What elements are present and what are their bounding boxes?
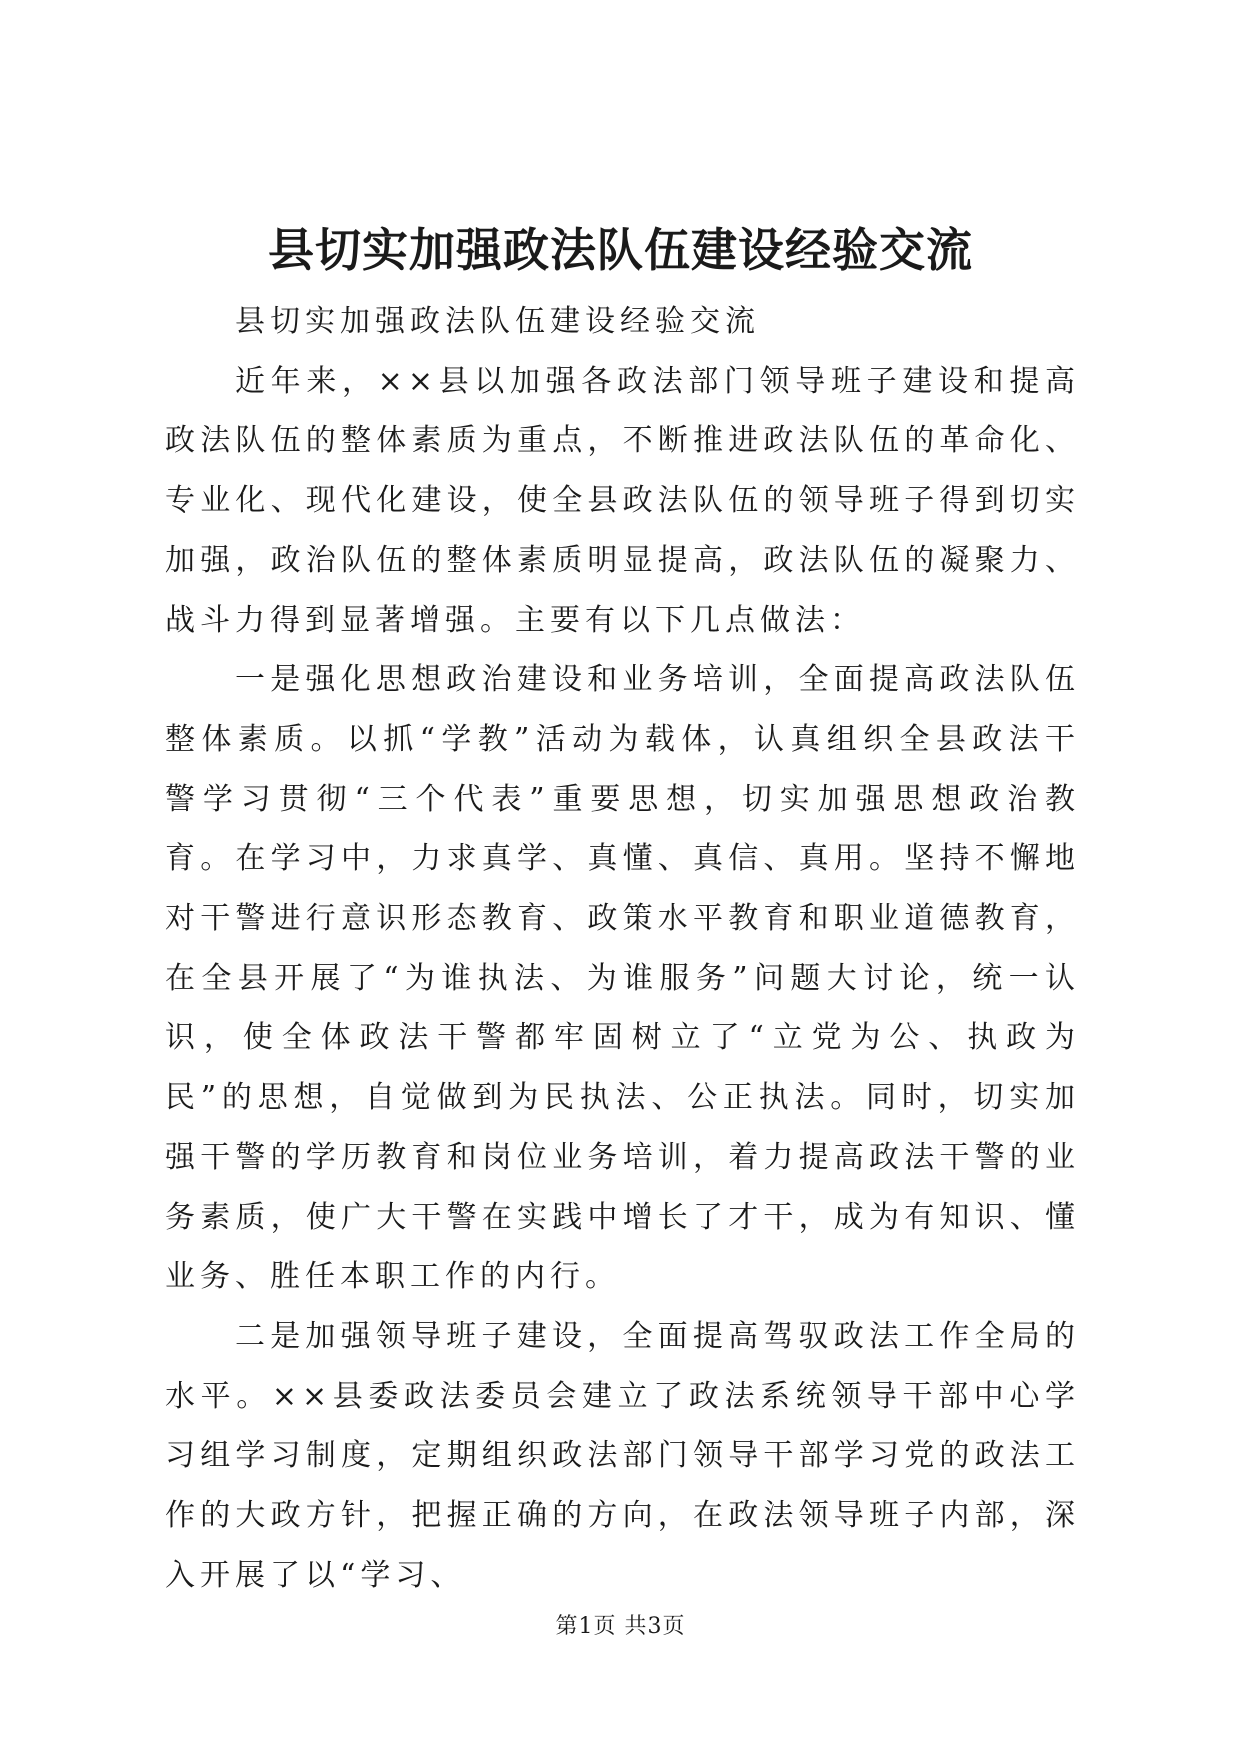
document-title: 县切实加强政法队伍建设经验交流 xyxy=(268,223,973,277)
paragraph-subtitle: 县切实加强政法队伍建设经验交流 xyxy=(235,304,760,339)
paragraph-point-two: 二是加强领导班子建设，全面提高驾驭政法工作全局的水平。××县委政法委员会建立了政法系统领导干部中心学习组学习制度，定期组织政法部门领导干部学习党的政法工作的大政方针，把握正确的方向，在政法领导班子内部，深入开展了以“学习、 xyxy=(165,1318,1080,1593)
page-number-footer: 第1页 共3页 xyxy=(555,1614,686,1639)
paragraph-point-one: 一是强化思想政治建设和业务培训，全面提高政法队伍整体素质。以抓“学教”活动为载体，认真组织全县政法干警学习贯彻“三个代表”重要思想，切实加强思想政治教育。在学习中，力求真学、真懂、真信、真用。坚持不懈地对干警进行意识形态教育、政策水平教育和职业道德教育，在全县开展了“为谁执法、为谁服务”问题大讨论，统一认识，使全体政法干警都牢固树立了“立党为公、执政为民”的思想，自觉做到为民执法、公正执法。同时，切实加强干警的学历教育和岗位业务培训，着力提高政法干警的业务素质，使广大干警在实践中增长了才干，成为有知识、懂业务、胜任本职工作的内行。 xyxy=(165,662,1080,1295)
document-body xyxy=(165,292,1080,1605)
paragraph-intro: 近年来，××县以加强各政法部门领导班子建设和提高政法队伍的整体素质为重点，不断推进政法队伍的革命化、专业化、现代化建设，使全县政法队伍的领导班子得到切实加强，政治队伍的整体素质明显提高，政法队伍的凝聚力、战斗力得到显著增强。主要有以下几点做法： xyxy=(165,363,1080,638)
